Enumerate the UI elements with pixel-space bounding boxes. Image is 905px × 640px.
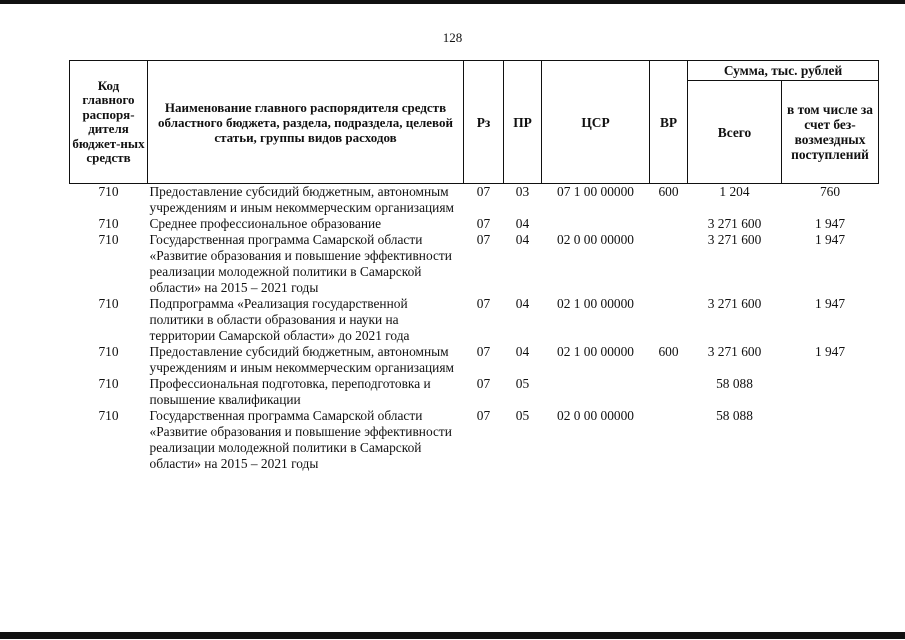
row-vr [650,296,688,344]
row-incl: 1 947 [814,216,846,231]
row-vr [650,216,688,232]
row-code: 710 [98,408,119,423]
row-rz: 07 [476,232,491,247]
row-incl: 1 947 [814,232,846,247]
row-total: 3 271 600 [707,216,762,231]
table-row [70,296,879,344]
row-code: 710 [98,232,119,247]
row-csr: 02 1 00 00000 [557,344,634,359]
row-code: 710 [98,184,119,199]
row-incl [782,376,879,408]
row-csr [542,376,650,408]
row-name: Государственная программа Самарской области «Развитие образования и повышение эффективности реализации молодежной политики в Самарской области» на 2015 – 2021 годы [149,232,452,295]
row-code: 710 [98,216,119,231]
row-total: 3 271 600 [707,344,762,359]
row-csr: 02 1 00 00000 [557,296,634,311]
row-csr: 02 0 00 00000 [557,408,634,423]
row-name: Профессиональная подготовка, переподготовка и повышение квалификации [149,376,431,407]
row-pr: 04 [515,216,530,231]
header-vr: ВР [650,61,688,184]
bottom-border-bar [0,632,905,639]
row-name: Среднее профессиональное образование [149,216,382,231]
row-rz: 07 [476,376,491,391]
row-vr [650,232,688,296]
row-total: 3 271 600 [707,296,762,311]
row-rz: 07 [476,344,491,359]
row-csr: 02 0 00 00000 [557,232,634,247]
table-row [70,376,879,408]
row-pr: 04 [515,232,530,247]
row-rz: 07 [476,296,491,311]
row-pr: 03 [515,184,530,199]
row-name: Подпрограмма «Реализация государственной политики в области образования и науки на территории Самарской области» до 2021 года [149,296,410,343]
table-header [70,61,879,184]
header-code: Код главного распоря-дителя бюджет-ных средств [70,61,148,184]
row-rz: 07 [476,408,491,423]
row-pr: 05 [515,376,530,391]
row-vr: 600 [658,344,679,359]
table-row [70,344,879,376]
row-code: 710 [98,344,119,359]
table-body [70,184,879,473]
row-pr: 04 [515,344,530,359]
header-name: Наименование главного распорядителя средств областного бюджета, раздела, подраздела, целевой статьи, группы видов расходов [148,61,464,184]
row-incl: 1 947 [814,344,846,359]
row-csr: 07 1 00 00000 [557,184,634,199]
row-vr [650,408,688,472]
row-name: Государственная программа Самарской области «Развитие образования и повышение эффективности реализации молодежной политики в Самарской области» на 2015 – 2021 годы [149,408,452,471]
header-rz: Рз [464,61,504,184]
header-total: Всего [688,81,782,184]
row-code: 710 [98,376,119,391]
row-incl [782,408,879,472]
row-pr: 04 [515,296,530,311]
row-rz: 07 [476,184,491,199]
row-name: Предоставление субсидий бюджетным, автономным учреждениям и иным некоммерческим организациям [149,184,454,215]
header-csr: ЦСР [542,61,650,184]
table-row [70,184,879,217]
top-border-bar [0,0,905,4]
table-row [70,232,879,296]
row-vr [650,376,688,408]
row-csr [542,216,650,232]
header-incl: в том числе за счет без-возмездных поступлений [782,81,879,184]
row-rz: 07 [476,216,491,231]
row-total: 58 088 [716,376,753,391]
row-incl: 1 947 [814,296,846,311]
row-total: 58 088 [716,408,753,423]
row-incl: 760 [819,184,841,199]
row-vr: 600 [658,184,679,199]
row-name: Предоставление субсидий бюджетным, автономным учреждениям и иным некоммерческим организациям [149,344,454,375]
table-row [70,408,879,472]
row-total: 3 271 600 [707,232,762,247]
row-total: 1 204 [719,184,750,199]
row-code: 710 [98,296,119,311]
table-row [70,216,879,232]
header-pr: ПР [504,61,542,184]
page-number: 128 [442,30,463,45]
row-pr: 05 [515,408,530,423]
budget-table [69,60,879,472]
header-sum: Сумма, тыс. рублей [688,61,879,81]
